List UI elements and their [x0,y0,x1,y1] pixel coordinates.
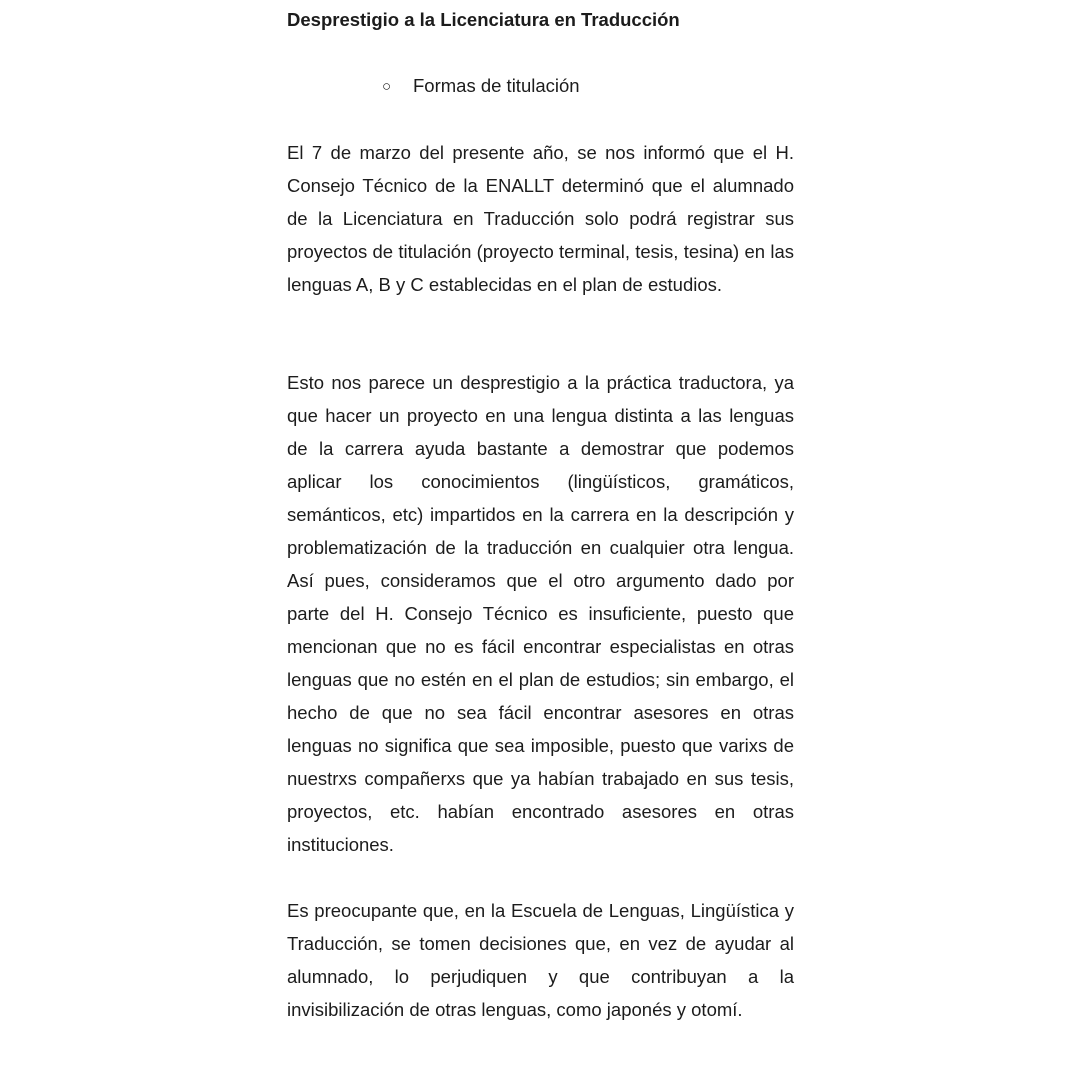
bullet-list-item [382,74,580,99]
hollow-bullet-icon: ○ [382,78,392,95]
paragraph-2: Esto nos parece un desprestigio a la práctica traductora, ya que hacer un proyecto en una lengua distinta a las lenguas de la carrera ayuda bastante a demostrar que podemos aplicar los conocimientos (lingüísticos, gramáticos, semánticos, etc) impartidos en la carrera en la descripción y problematización de la traducción en cualquier otra lengua. Así pues, consideramos que el otro argumento dado por parte del H. Consejo Técnico es insuficiente, puesto que mencionan que no es fácil encontrar especialistas en otras lenguas que no estén en el plan de estudios; sin embargo, el hecho de que no sea fácil encontrar asesores en otras lenguas no significa que sea imposible, puesto que varixs de nuestrxs compañerxs que ya habían trabajado en sus tesis, proyectos, etc. habían encontrado asesores en otras instituciones. [287,372,794,855]
document-title: Desprestigio a la Licenciatura en Traducción [287,9,680,30]
paragraph-1: El 7 de marzo del presente año, se nos informó que el H. Consejo Técnico de la ENALLT determinó que el alumnado de la Licenciatura en Traducción solo podrá registrar sus proyectos de titulación (proyecto terminal, tesis, tesina) en las lenguas A, B y C establecidas en el plan de estudios. [287,142,794,295]
paragraph-3: Es preocupante que, en la Escuela de Lenguas, Lingüística y Traducción, se tomen decisiones que, en vez de ayudar al alumnado, lo perjudiquen y que contribuyan a la invisibilización de otras lenguas, como japonés y otomí. [287,900,794,1020]
bullet-item-label: Formas de titulación [413,75,580,96]
